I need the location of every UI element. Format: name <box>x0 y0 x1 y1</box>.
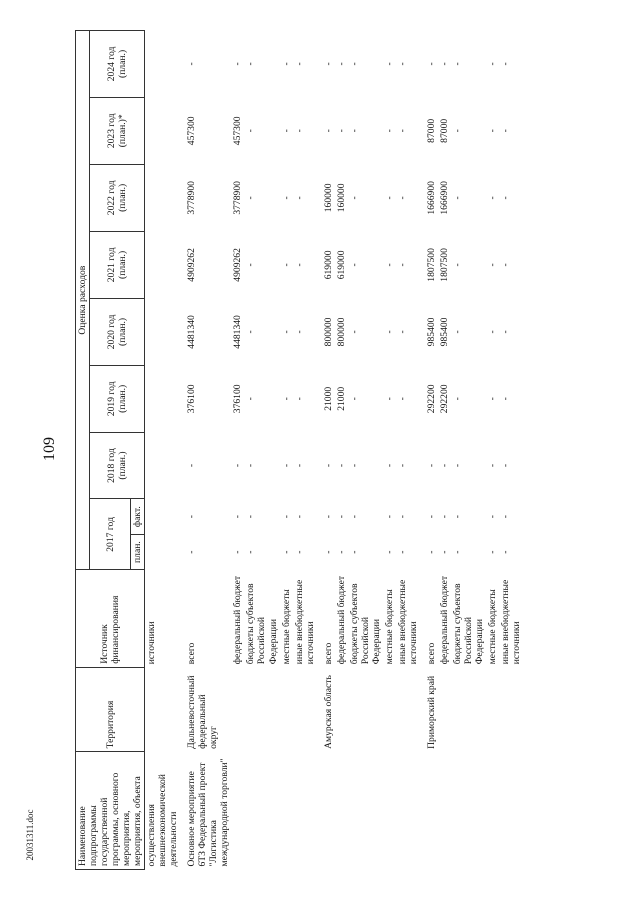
cell-value: - <box>500 263 512 267</box>
cell-value: - <box>232 515 244 519</box>
cell-value: - <box>487 397 499 401</box>
cell-value: - <box>451 397 463 401</box>
cell-source: бюджеты субъектов Российской Федерации <box>245 583 279 665</box>
cell-name <box>383 752 396 870</box>
cell-value: 1666900 <box>438 181 450 215</box>
cell-value <box>145 365 181 432</box>
cell-value: - <box>280 129 292 133</box>
cell-value: - <box>425 550 437 554</box>
header-year-2024: 2024 год (план.) <box>90 31 145 98</box>
cell-value <box>145 164 181 231</box>
cell-source: местные бюджеты <box>487 589 499 665</box>
cell-value: - <box>293 463 305 468</box>
cell-value: - <box>396 515 408 519</box>
cell-value: - <box>451 330 463 334</box>
cell-value: - <box>293 129 305 133</box>
header-year-2018: 2018 год (план.) <box>90 432 145 499</box>
cell-name <box>486 752 499 870</box>
cell-name: Основное мероприятие 6ТЗ Федеральный проект "Логистика международной торговли" <box>186 758 231 867</box>
cell-territory <box>244 667 279 752</box>
cell-value: 1807500 <box>438 248 450 282</box>
cell-value: - <box>487 196 499 200</box>
cell-value: - <box>487 550 499 554</box>
cell-value: - <box>335 515 347 519</box>
cell-source: федеральный бюджет <box>335 575 347 665</box>
cell-value: - <box>293 62 305 66</box>
cell-value: - <box>322 463 334 468</box>
cell-source: иные внебюджетные источники <box>396 579 419 665</box>
cell-territory <box>451 667 486 752</box>
cell-value: - <box>396 196 408 200</box>
cell-value: 3778900 <box>232 181 244 215</box>
cell-name <box>396 752 420 870</box>
cell-territory <box>486 667 499 752</box>
cell-value: - <box>245 263 257 267</box>
cell-value: - <box>487 515 499 519</box>
cell-value: - <box>348 397 360 401</box>
cell-value: - <box>500 330 512 334</box>
cell-value: - <box>280 397 292 401</box>
cell-value: - <box>425 515 437 519</box>
table-row <box>293 31 317 870</box>
cell-value: - <box>396 129 408 133</box>
cell-value: - <box>293 397 305 401</box>
cell-territory <box>499 667 523 752</box>
cell-value: - <box>487 129 499 133</box>
cell-value: - <box>451 129 463 133</box>
cell-source: всего <box>425 642 437 665</box>
header-territory: Территория <box>76 667 145 752</box>
cell-value: 21000 <box>335 386 347 411</box>
table-row <box>451 31 486 870</box>
cell-name <box>293 752 317 870</box>
cell-value: - <box>438 550 450 554</box>
cell-value: - <box>396 463 408 468</box>
cell-value: - <box>383 62 395 66</box>
table-row <box>348 31 383 870</box>
table-row <box>180 31 231 870</box>
cell-value: - <box>451 62 463 66</box>
cell-value: - <box>383 330 395 334</box>
table-row <box>231 31 244 870</box>
cell-value: 619000 <box>322 250 334 280</box>
header-year-2017: 2017 год <box>90 499 131 570</box>
cell-value: - <box>451 515 463 519</box>
cell-value: - <box>487 463 499 468</box>
cell-value: - <box>500 515 512 519</box>
cell-value: - <box>245 129 257 133</box>
cell-territory <box>383 667 396 752</box>
cell-value: - <box>383 397 395 401</box>
cell-value: - <box>293 196 305 200</box>
cell-value: 619000 <box>335 250 347 280</box>
cell-value: 292200 <box>438 384 450 414</box>
table-row <box>317 31 335 870</box>
header-year-2023: 2023 год (план.)* <box>90 97 145 164</box>
header-2017-fact: факт. <box>131 499 145 534</box>
cell-value: - <box>280 515 292 519</box>
cell-value: 457300 <box>232 116 244 146</box>
cell-value: 87000 <box>425 118 437 143</box>
cell-value: - <box>280 550 292 554</box>
cell-value: - <box>245 515 257 519</box>
cell-value: - <box>396 550 408 554</box>
cell-territory <box>145 667 181 752</box>
table-row <box>244 31 279 870</box>
cell-value: - <box>335 463 347 468</box>
header-year-2020: 2020 год (план.) <box>90 298 145 365</box>
cell-value: 4909262 <box>232 248 244 282</box>
cell-value: - <box>487 330 499 334</box>
cell-source: всего <box>322 642 334 665</box>
cell-value: - <box>383 263 395 267</box>
cell-value: 800000 <box>322 317 334 347</box>
cell-territory <box>231 667 244 752</box>
cell-name <box>280 752 293 870</box>
cell-value: - <box>348 129 360 133</box>
cell-value: 1666900 <box>425 181 437 215</box>
cell-value: - <box>500 397 512 401</box>
cell-value: - <box>245 550 257 554</box>
cell-name <box>451 752 486 870</box>
cell-value: - <box>322 62 334 66</box>
cell-value: - <box>335 550 347 554</box>
header-source: Источник финансирования <box>76 570 145 667</box>
cell-territory: Приморский край <box>425 675 437 749</box>
cell-name <box>335 752 348 870</box>
cell-value: - <box>487 263 499 267</box>
cell-value: 292200 <box>425 384 437 414</box>
cell-territory <box>335 667 348 752</box>
cell-value: - <box>245 330 257 334</box>
cell-value: 457300 <box>186 116 198 146</box>
cell-value: - <box>322 515 334 519</box>
cell-name <box>231 752 244 870</box>
cell-value: - <box>348 515 360 519</box>
cell-name <box>499 752 523 870</box>
cell-value: 87000 <box>438 118 450 143</box>
cell-value <box>145 432 181 499</box>
cell-value: 4481340 <box>186 315 198 349</box>
header-name: Наименование подпрограммы государственной программы, основного мероприятия, мероприятия, объекта <box>76 752 145 870</box>
cell-value: - <box>500 62 512 66</box>
cell-value: - <box>348 550 360 554</box>
table-row <box>420 31 438 870</box>
cell-value <box>145 534 181 570</box>
cell-value: - <box>245 196 257 200</box>
cell-value: - <box>438 463 450 468</box>
cell-value: - <box>383 463 395 468</box>
cell-name <box>438 752 451 870</box>
cell-value: - <box>438 515 450 519</box>
cell-value <box>145 499 181 534</box>
cell-territory: Дальневосточный федеральный округ <box>186 675 220 749</box>
cell-value: - <box>348 330 360 334</box>
cell-source: иные внебюджетные источники <box>293 579 316 665</box>
cell-source: иные внебюджетные источники <box>500 579 523 665</box>
cell-value: - <box>396 397 408 401</box>
cell-value: - <box>232 550 244 554</box>
cell-value: - <box>425 463 437 468</box>
cell-value: - <box>293 330 305 334</box>
cell-name <box>348 752 383 870</box>
cell-source: местные бюджеты <box>383 589 395 665</box>
cell-value: 21000 <box>322 386 334 411</box>
page-number: 109 <box>41 437 58 461</box>
cell-value: - <box>425 62 437 66</box>
header-expense-estimate: Оценка расходов <box>76 31 90 570</box>
cell-source: бюджеты субъектов Российской Федерации <box>451 583 485 665</box>
cell-territory <box>348 667 383 752</box>
cell-value: - <box>280 330 292 334</box>
cell-name: осуществления внешнеэкономической деятельности <box>146 774 180 867</box>
cell-value: - <box>451 463 463 468</box>
cell-territory <box>280 667 293 752</box>
cell-value: 985400 <box>425 317 437 347</box>
cell-territory <box>438 667 451 752</box>
cell-value <box>145 97 181 164</box>
cell-value: - <box>383 129 395 133</box>
header-2017-plan: план. <box>131 534 145 570</box>
cell-value: - <box>487 62 499 66</box>
cell-value: - <box>335 62 347 66</box>
cell-value: 800000 <box>335 317 347 347</box>
cell-value: - <box>293 515 305 519</box>
table-row <box>145 31 181 870</box>
table-row <box>438 31 451 870</box>
cell-value <box>145 298 181 365</box>
expenditure-table <box>75 30 523 870</box>
cell-value: 4909262 <box>186 248 198 282</box>
cell-value: - <box>280 463 292 468</box>
cell-value: - <box>348 62 360 66</box>
cell-value: 1807500 <box>425 248 437 282</box>
cell-value <box>145 31 181 98</box>
cell-value: 4481340 <box>232 315 244 349</box>
cell-value: - <box>186 62 198 66</box>
cell-name <box>244 752 279 870</box>
cell-value: - <box>293 263 305 267</box>
cell-value: 985400 <box>438 317 450 347</box>
cell-value <box>145 231 181 298</box>
cell-source: федеральный бюджет <box>232 575 244 665</box>
cell-source: местные бюджеты <box>280 589 292 665</box>
cell-value: - <box>245 62 257 66</box>
cell-value: - <box>500 196 512 200</box>
cell-value: - <box>245 397 257 401</box>
table-row <box>335 31 348 870</box>
cell-name <box>420 752 438 870</box>
cell-value: - <box>383 515 395 519</box>
cell-value: - <box>232 463 244 468</box>
cell-source: источники <box>146 621 158 665</box>
cell-value: - <box>348 463 360 468</box>
header-year-2021: 2021 год (план.) <box>90 231 145 298</box>
cell-value: 3778900 <box>186 181 198 215</box>
cell-value: 160000 <box>322 183 334 213</box>
table-body <box>145 31 523 870</box>
cell-value: - <box>245 463 257 468</box>
cell-value: - <box>186 515 198 519</box>
table-row <box>396 31 420 870</box>
cell-name <box>317 752 335 870</box>
cell-value: - <box>186 550 198 554</box>
cell-value: 160000 <box>335 183 347 213</box>
cell-value: - <box>293 550 305 554</box>
cell-value: - <box>348 196 360 200</box>
cell-territory <box>396 667 420 752</box>
cell-source: бюджеты субъектов Российской Федерации <box>348 583 382 665</box>
cell-value: - <box>500 463 512 468</box>
cell-value: - <box>396 330 408 334</box>
cell-value: 376100 <box>232 384 244 414</box>
table-row <box>499 31 523 870</box>
table-row <box>486 31 499 870</box>
cell-value: - <box>451 196 463 200</box>
cell-source: всего <box>186 642 198 665</box>
cell-value: - <box>322 550 334 554</box>
cell-value: - <box>348 263 360 267</box>
table-row <box>383 31 396 870</box>
header-year-2019: 2019 год (план.) <box>90 365 145 432</box>
cell-value: - <box>280 196 292 200</box>
rotated-table-container <box>75 30 535 870</box>
cell-value: - <box>451 550 463 554</box>
cell-value: - <box>335 129 347 133</box>
cell-territory: Амурская область <box>322 675 334 749</box>
cell-value: - <box>438 62 450 66</box>
cell-value: - <box>383 196 395 200</box>
cell-value: - <box>383 550 395 554</box>
cell-value: - <box>186 463 198 468</box>
cell-value: - <box>500 129 512 133</box>
header-year-2022: 2022 год (план.) <box>90 164 145 231</box>
table-row <box>280 31 293 870</box>
table-header <box>76 31 145 870</box>
cell-value: - <box>280 62 292 66</box>
cell-value: - <box>232 62 244 66</box>
cell-value: - <box>451 263 463 267</box>
cell-value: - <box>322 129 334 133</box>
document-code: 20031311.doc <box>25 809 35 861</box>
cell-value: - <box>500 550 512 554</box>
cell-territory <box>293 667 317 752</box>
cell-value: - <box>396 263 408 267</box>
cell-value: - <box>280 263 292 267</box>
cell-value: - <box>396 62 408 66</box>
cell-source: федеральный бюджет <box>438 575 450 665</box>
cell-value: 376100 <box>186 384 198 414</box>
